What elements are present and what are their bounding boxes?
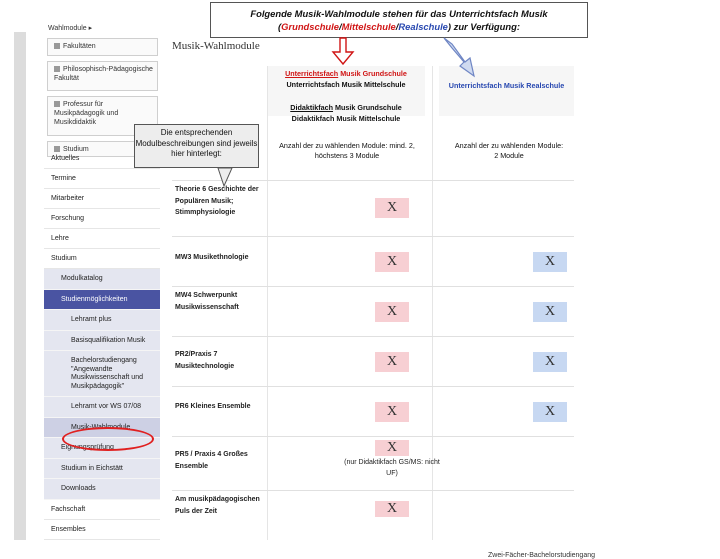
home-icon: [54, 101, 60, 107]
x-mark-rs: X: [533, 402, 567, 422]
sidebar-sub3-lehramt-plus[interactable]: Lehramt plus: [44, 310, 160, 331]
note-rs: Anzahl der zu wählenden Module: 2 Module: [454, 141, 564, 160]
web-page: [44, 22, 720, 559]
module-name: MW4 Schwerpunkt Musikwissenschaft: [175, 292, 239, 311]
x-mark-gs: X: [375, 402, 409, 422]
table-row: [172, 490, 574, 540]
header-gs-line1: Unterrichtsfach Musik Grundschule: [285, 69, 407, 78]
sidebar-sub-studium-eichstaett[interactable]: Studium in Eichstätt: [44, 459, 160, 480]
header-gs-text: [267, 68, 425, 90]
table-row: [172, 436, 574, 490]
gutter-bar: [14, 32, 26, 540]
x-mark-gs: X: [375, 440, 409, 456]
header-gs-line2: Unterrichtsfach Musik Mittelschule: [286, 80, 406, 89]
callout-top-line1: Folgende Musik-Wahlmodule stehen für das Unterrichtsfach Musik: [250, 8, 548, 19]
sidebar-box-fakultaet[interactable]: Philosophisch-Pädagogische Fakultät: [47, 61, 158, 91]
x-mark-gs: X: [375, 302, 409, 322]
callout-top-line2: (Grundschule/Mittelschule/Realschule) zur Verfügung:: [278, 21, 520, 32]
callout-side-annotation: Die entsprechenden Modulbeschreibungen sind jeweils hier hinterlegt:: [134, 124, 259, 168]
highlight-ellipse: [62, 427, 154, 451]
sidebar-box-studium[interactable]: Studium: [47, 141, 158, 157]
sidebar-sub-studienmoeglichkeiten[interactable]: Studienmöglichkeiten: [44, 290, 160, 311]
sidebar-sub3-basisqualifikation[interactable]: Basisqualifikation Musik: [44, 331, 160, 352]
table-row: [172, 336, 574, 386]
sidebar-box-professur[interactable]: Professur für Musikpädagogik und Musikdidaktik: [47, 96, 158, 136]
x-mark-rs: X: [533, 252, 567, 272]
sidebar-item-mitarbeiter[interactable]: Mitarbeiter: [44, 189, 160, 209]
x-note-gs: (nur Didaktikfach GS/MS: nicht UF): [344, 459, 440, 477]
x-mark-rs: X: [533, 302, 567, 322]
sidebar-item-fachschaft[interactable]: Fachschaft: [44, 500, 160, 520]
sidebar-breadcrumb[interactable]: Wahlmodule ▸: [48, 25, 93, 32]
sidebar-sub-downloads[interactable]: Downloads: [44, 479, 160, 500]
sidebar-item-termine[interactable]: Termine: [44, 169, 160, 189]
page-title: Musik-Wahlmodule: [172, 40, 260, 52]
sidebar-sub3-lehramt-vor-ws[interactable]: Lehramt vor WS 07/08: [44, 397, 160, 418]
x-mark-gs: X: [375, 501, 409, 517]
header-gs-didaktik: [267, 102, 425, 124]
header-gs-line4: Didaktikfach Musik Mittelschule: [291, 114, 401, 123]
module-name: PR5 / Praxis 4 Großes Ensemble: [175, 451, 248, 470]
x-mark-gs: X: [375, 352, 409, 372]
sidebar-item-studium[interactable]: Studium: [44, 249, 160, 269]
sidebar-item-ensembles[interactable]: Ensembles: [44, 520, 160, 540]
table-row: [172, 286, 574, 336]
table-row: [172, 180, 574, 236]
header-realschule: [439, 66, 574, 116]
sidebar-nav: [44, 22, 160, 540]
home-icon: [54, 43, 60, 49]
module-name: Theorie 6 Geschichte der Populären Musik; Stimmphysiologie: [175, 186, 259, 216]
sidebar-sub3-bachelor[interactable]: Bachelorstudiengang "Angewandte Musikwissenschaft und Musikpädagogik": [44, 351, 160, 397]
left-gutter: [0, 0, 32, 540]
sidebar-item-forschung[interactable]: Forschung: [44, 209, 160, 229]
sidebar-item-lehre[interactable]: Lehre: [44, 229, 160, 249]
module-name: PR2/Praxis 7 Musiktechnologie: [175, 351, 235, 370]
main-content: [164, 22, 720, 540]
table-row: [172, 386, 574, 436]
sidebar-box-fakultaeten[interactable]: Fakultäten: [47, 38, 158, 56]
module-name: Am musikpädagogischen Puls der Zeit: [175, 496, 260, 515]
callout-top-annotation: [210, 2, 588, 38]
sidebar-sub3-musik-wahlmodule[interactable]: Musik-Wahlmodule: [44, 418, 160, 439]
module-name: MW3 Musikethnologie: [175, 254, 249, 261]
sidebar-sub-modulkatalog[interactable]: Modulkatalog: [44, 269, 160, 290]
x-mark-gs: X: [375, 252, 409, 272]
module-name: PR6 Kleines Ensemble: [175, 403, 251, 410]
x-mark-rs: X: [533, 352, 567, 372]
footer-text: Zwei-Fächer-Bachelorstudiengang: [488, 552, 595, 559]
table-row: [172, 236, 574, 286]
home-icon: [54, 66, 60, 72]
x-mark-gs: X: [375, 198, 409, 218]
sidebar-item-aktuelles[interactable]: Aktuelles: [44, 149, 160, 169]
note-gs: Anzahl der zu wählenden Module: mind. 2, höchstens 3 Module: [279, 141, 415, 160]
header-rs-text: Unterrichtsfach Musik Realschule: [448, 81, 565, 90]
sidebar-sub-eignungspruefung[interactable]: Eignungsprüfung: [44, 438, 160, 459]
header-gs-line3: Didaktikfach Musik Grundschule: [290, 103, 402, 112]
